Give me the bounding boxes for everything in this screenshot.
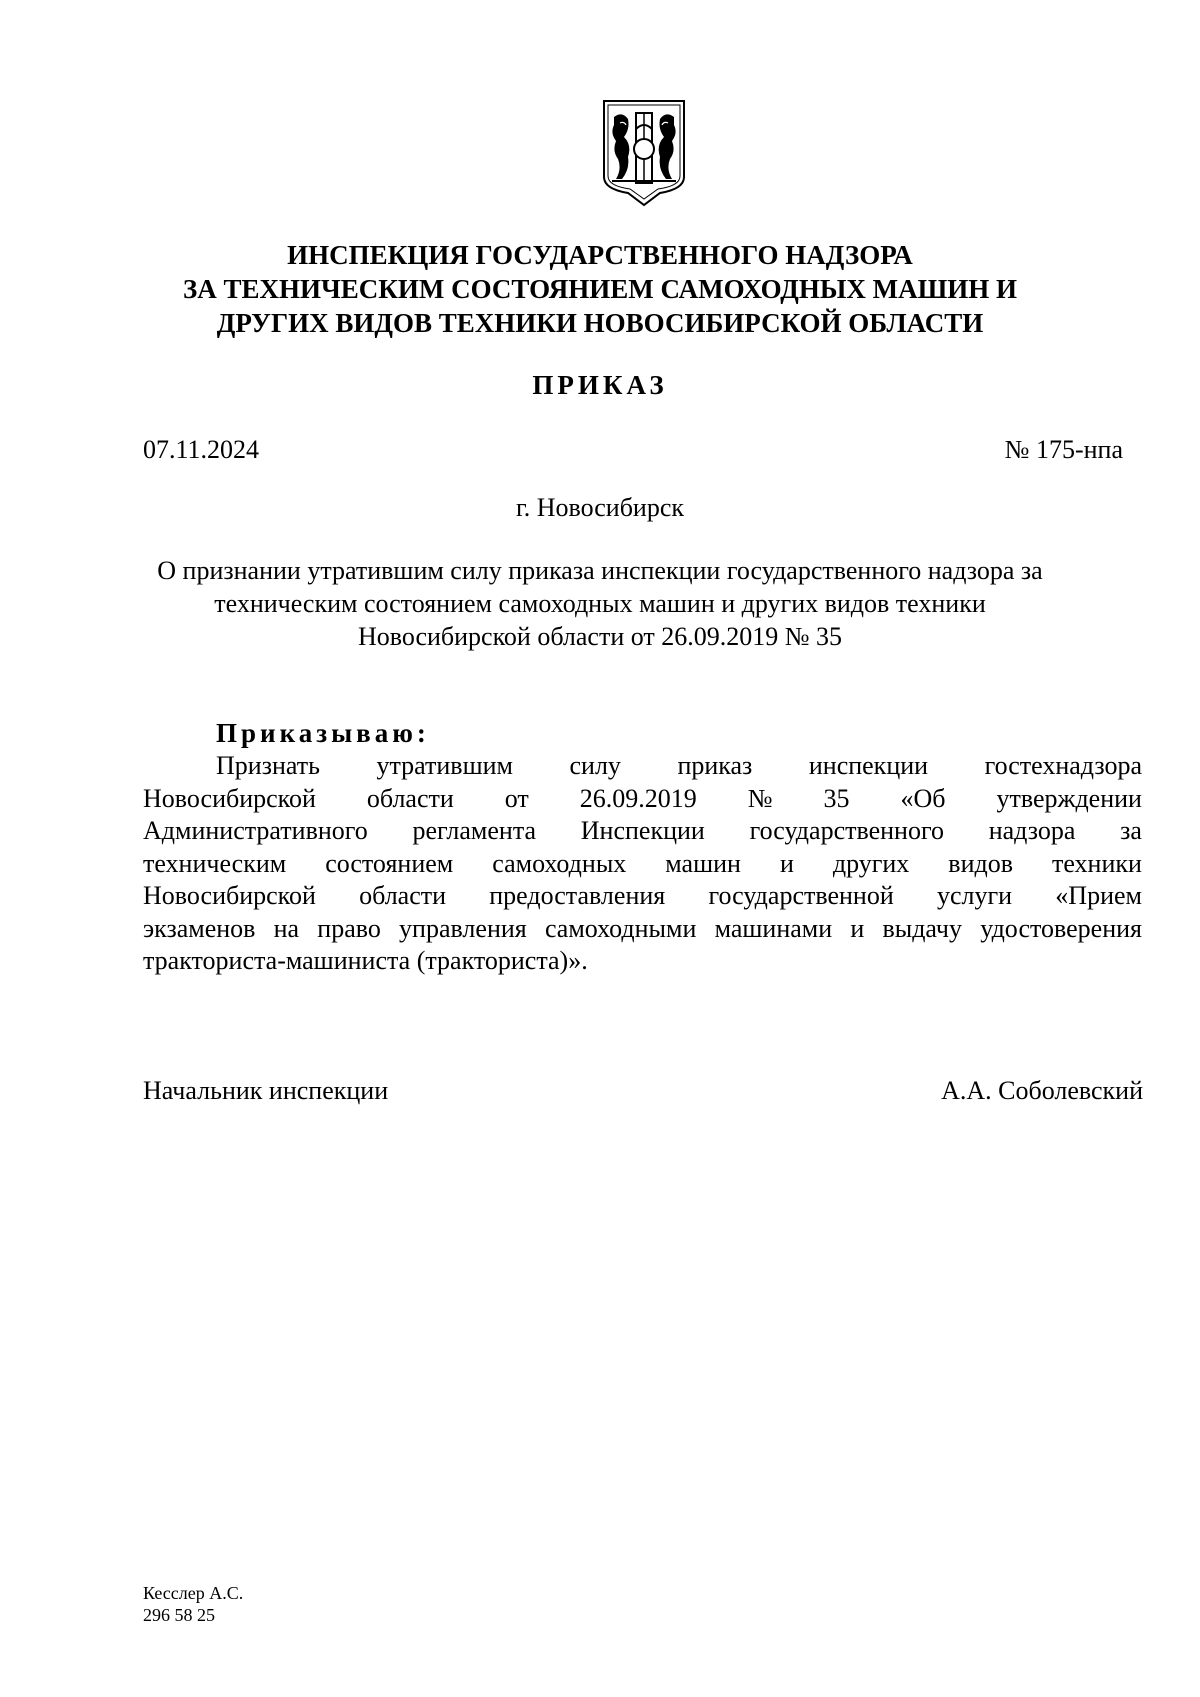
directive-label: Приказываю: — [216, 718, 430, 748]
body-line — [143, 945, 1142, 978]
body-word: области — [366, 783, 454, 813]
body-word: области — [359, 881, 447, 910]
body-word: удостоверения — [980, 913, 1142, 943]
document-number: № 175-нпа — [1004, 435, 1123, 464]
body-word: тракториста-машиниста (тракториста)». — [143, 946, 588, 975]
body-word: от — [504, 783, 529, 813]
body-word: Признать — [216, 751, 320, 780]
body-word: приказ — [677, 751, 753, 780]
body-word: регламента — [412, 816, 537, 845]
body-line — [143, 848, 1142, 881]
body-word: машинами — [714, 913, 833, 943]
body-word: других — [832, 848, 910, 878]
body-word: видов — [948, 848, 1013, 878]
body-line — [143, 783, 1142, 816]
subject-line: Новосибирской области от 26.09.2019 № 35 — [357, 622, 843, 651]
body-word: гостехнадзора — [984, 751, 1142, 780]
document-subject — [140, 554, 1060, 653]
body-word: Новосибирской — [143, 783, 316, 813]
organization-title — [150, 238, 1050, 340]
body-word: утратившим — [376, 751, 513, 780]
body-line — [143, 913, 1142, 946]
body-word: «Об — [900, 783, 946, 813]
body-word: Инспекции — [580, 816, 705, 845]
body-word: услуги — [936, 881, 1013, 910]
body-word: самоходными — [544, 913, 697, 943]
body-word: экзаменов — [143, 913, 256, 943]
body-word: 26.09.2019 — [579, 783, 697, 813]
body-word: утверждении — [996, 783, 1142, 813]
organization-title-line: ИНСПЕКЦИЯ ГОСУДАРСТВЕННОГО НАДЗОРА — [287, 240, 913, 270]
body-word: состоянием — [325, 848, 454, 878]
body-word: на — [273, 913, 300, 943]
body-word: техническим — [143, 848, 287, 878]
order-body — [143, 750, 1142, 978]
document-city: г. Новосибирск — [515, 493, 685, 522]
document-date: 07.11.2024 — [143, 435, 260, 464]
body-word: машин — [665, 848, 741, 878]
body-word: Новосибирской — [143, 881, 316, 910]
subject-line: техническим состоянием самоходных машин и других видов техники — [214, 589, 986, 618]
document-type: ПРИКАЗ — [532, 370, 668, 400]
body-word: и — [850, 913, 865, 943]
executor-phone: 296 58 25 — [143, 1605, 215, 1625]
subject-line: О признании утратившим силу приказа инспекции государственного надзора за — [157, 556, 1043, 585]
body-word: инспекции — [808, 751, 929, 780]
executor-name: Кесслер А.С. — [143, 1583, 244, 1603]
body-word: самоходных — [492, 848, 627, 878]
body-word: право — [317, 913, 381, 943]
signer-name: А.А. Соболевский — [941, 1076, 1143, 1105]
body-word: государственной — [708, 881, 894, 910]
signer-title: Начальник инспекции — [143, 1076, 389, 1105]
body-line — [143, 750, 1142, 783]
organization-title-line: ДРУГИХ ВИДОВ ТЕХНИКИ НОВОСИБИРСКОЙ ОБЛАСТИ — [216, 308, 984, 338]
body-word: и — [779, 848, 794, 878]
body-line — [143, 880, 1142, 913]
body-line — [143, 815, 1142, 848]
body-word: надзора — [988, 816, 1076, 845]
body-word: техники — [1051, 848, 1142, 878]
body-word: силу — [569, 751, 621, 780]
organization-title-line: ЗА ТЕХНИЧЕСКИМ СОСТОЯНИЕМ САМОХОДНЫХ МАШИН И — [182, 274, 1018, 304]
body-word: управления — [399, 913, 527, 943]
body-word: № — [747, 783, 773, 813]
body-word: за — [1120, 816, 1142, 845]
body-word: «Прием — [1055, 881, 1142, 910]
body-word: 35 — [823, 783, 850, 813]
body-word: выдачу — [882, 913, 963, 943]
executor-info — [143, 1582, 243, 1626]
body-word: Административного — [143, 816, 368, 845]
body-word: предоставления — [489, 881, 666, 910]
coat-of-arms-icon — [600, 99, 688, 207]
body-word: государственного — [749, 816, 944, 845]
